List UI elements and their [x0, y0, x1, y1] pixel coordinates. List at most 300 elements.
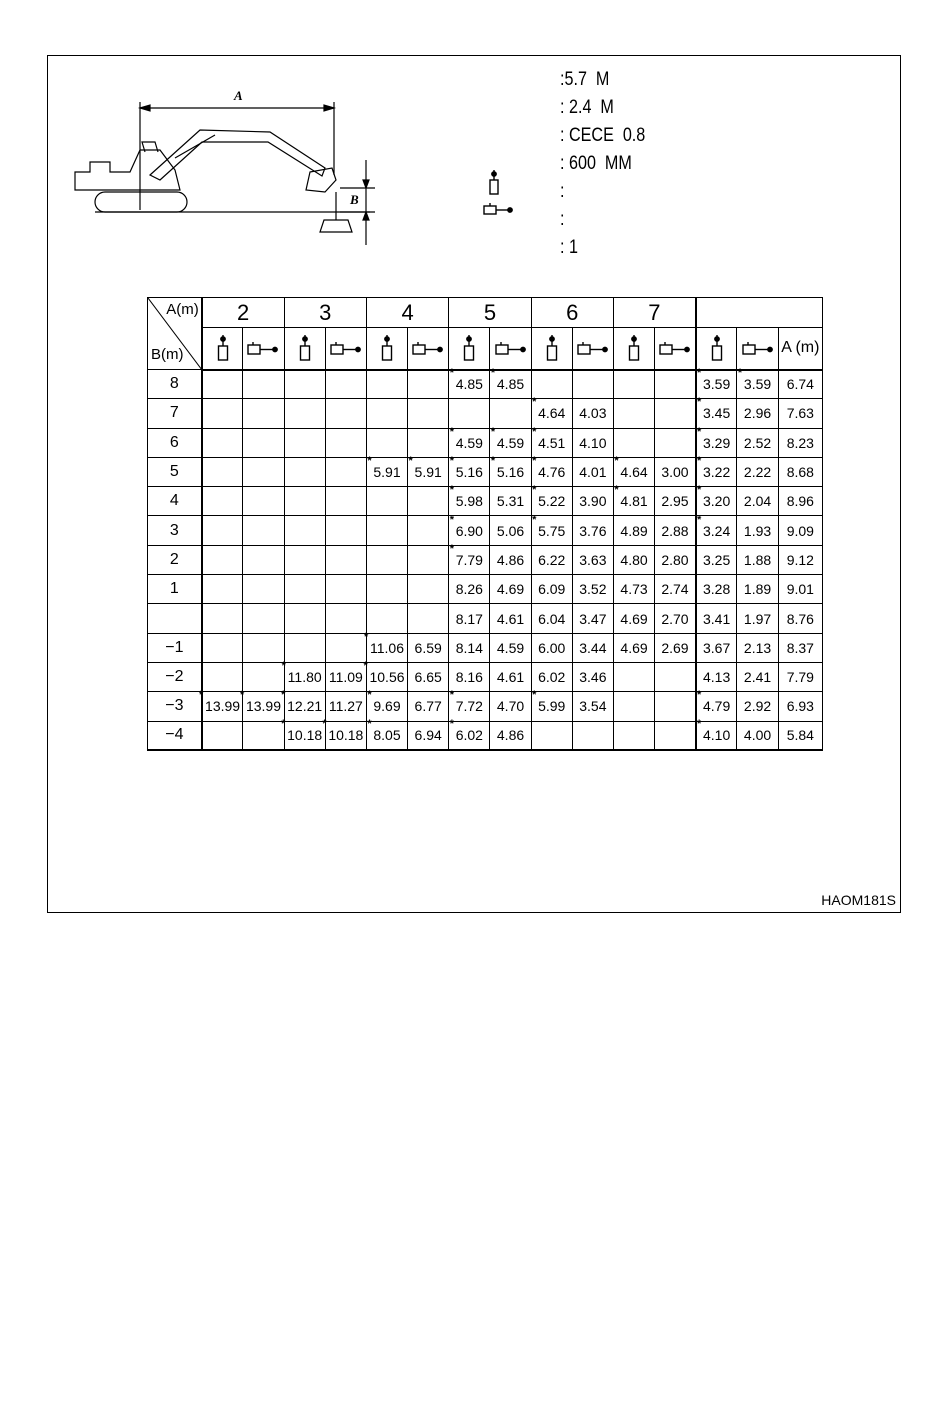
capacity-cell [366, 370, 407, 399]
capacity-cell [655, 575, 696, 604]
capacity-value: * 4.64 [532, 396, 566, 422]
capacity-cell [449, 604, 490, 633]
capacity-cell [325, 516, 366, 545]
capacity-cell [202, 545, 243, 574]
asterisk-mark: * [449, 425, 454, 438]
capacity-value: 2.88 [661, 522, 689, 539]
capacity-cell [325, 692, 366, 721]
side-lift-icon [330, 341, 362, 357]
front-lift-icon [710, 334, 724, 362]
side-header [655, 328, 696, 370]
asterisk-mark: * [697, 425, 702, 438]
capacity-value: * 9.69 [367, 689, 401, 715]
capacity-value: * 5.22 [532, 484, 566, 510]
capacity-value: 2.95 [661, 493, 689, 510]
capacity-cell [531, 513, 572, 545]
capacity-value: 8.17 [455, 610, 483, 627]
capacity-cell [572, 487, 613, 516]
table-row [148, 428, 823, 457]
capacity-cell [449, 542, 490, 574]
capacity-cell [613, 633, 654, 662]
asterisk-mark: * [697, 484, 702, 497]
capacity-value: 4.61 [496, 669, 525, 686]
asterisk-mark: * [281, 718, 286, 731]
asterisk-mark: * [449, 367, 454, 380]
row-height-label: 7 [148, 399, 202, 428]
front-header [531, 328, 572, 370]
capacity-cell [778, 428, 822, 457]
side-header [572, 328, 613, 370]
capacity-value: 6.00 [538, 639, 566, 656]
capacity-cell [408, 662, 449, 691]
capacity-cell [199, 689, 243, 721]
capacity-cell [202, 633, 243, 662]
capacity-cell [737, 692, 778, 721]
capacity-cell [613, 692, 654, 721]
capacity-cell [655, 516, 696, 545]
table-row [148, 692, 823, 721]
capacity-cell [449, 633, 490, 662]
capacity-cell [572, 399, 613, 428]
capacity-cell [243, 604, 284, 633]
capacity-cell [737, 428, 778, 457]
capacity-cell [737, 662, 778, 691]
capacity-cell [490, 367, 531, 399]
capacity-cell [655, 428, 696, 457]
capacity-value: 2.52 [743, 434, 772, 451]
label-a: A [234, 88, 243, 103]
front-header [284, 328, 325, 370]
capacity-cell [243, 428, 284, 457]
asterisk-mark: * [281, 689, 286, 702]
capacity-value: * 3.59 [737, 367, 772, 393]
capacity-cell [366, 457, 407, 486]
capacity-cell [490, 457, 531, 486]
capacity-cell [325, 662, 366, 691]
capacity-cell [737, 457, 778, 486]
spec-unit: : 1 [560, 237, 578, 258]
capacity-cell [655, 662, 696, 691]
spec-boom: :5.7 M [560, 69, 610, 90]
table-row [148, 721, 823, 750]
row-height-label: 8 [148, 370, 202, 399]
row-height-label: 5 [148, 457, 202, 486]
capacity-cell [613, 428, 654, 457]
capacity-cell [778, 721, 822, 750]
capacity-value: * 4.79 [697, 689, 731, 715]
capacity-cell [284, 399, 325, 428]
front-header [613, 328, 654, 370]
capacity-cell [325, 399, 366, 428]
capacity-value: * 7.72 [449, 689, 483, 715]
asterisk-mark: * [490, 455, 496, 468]
capacity-cell [366, 487, 407, 516]
capacity-cell [778, 457, 822, 486]
capacity-value: 4.69 [620, 610, 648, 627]
capacity-cell [531, 425, 572, 457]
asterisk-mark: * [532, 425, 537, 438]
spec-shoe: : 600 MM [560, 153, 632, 174]
capacity-cell [696, 575, 737, 604]
capacity-value: 8.14 [455, 639, 483, 656]
capacity-value: 6.04 [538, 610, 566, 627]
capacity-value: * 4.85 [490, 367, 525, 393]
capacity-value: * 10.56 [363, 660, 405, 686]
capacity-value: 8.26 [455, 581, 483, 598]
capacity-value: 7.79 [786, 669, 814, 686]
capacity-cell [284, 457, 325, 486]
capacity-cell [281, 718, 325, 750]
capacity-cell [366, 575, 407, 604]
reach-header-6: 6 [531, 298, 613, 328]
capacity-value: * 6.90 [449, 513, 483, 539]
table-row [148, 633, 823, 662]
capacity-cell [531, 484, 572, 516]
capacity-cell [202, 399, 243, 428]
asterisk-mark: * [614, 484, 619, 497]
table-row [148, 604, 823, 633]
capacity-value: * 8.05 [367, 718, 401, 744]
capacity-value: 2.74 [661, 581, 689, 598]
capacity-cell [366, 689, 407, 721]
front-header [696, 328, 737, 370]
capacity-cell [490, 633, 531, 662]
capacity-cell [696, 425, 737, 457]
capacity-value: 4.89 [620, 522, 648, 539]
asterisk-mark: * [322, 718, 327, 731]
capacity-cell [737, 516, 778, 545]
capacity-cell [363, 660, 407, 691]
row-height-label: 2 [148, 545, 202, 574]
table-row [148, 487, 823, 516]
capacity-cell [737, 399, 778, 428]
capacity-value: 11.09 [328, 669, 363, 686]
capacity-cell [408, 399, 449, 428]
capacity-value: 7.63 [786, 405, 814, 422]
capacity-cell [655, 721, 696, 750]
capacity-cell [655, 692, 696, 721]
capacity-cell [696, 662, 737, 691]
row-height-label: 1 [148, 575, 202, 604]
asterisk-mark: * [614, 455, 619, 468]
capacity-cell [366, 428, 407, 457]
capacity-value: 5.84 [786, 727, 814, 744]
capacity-value: 8.23 [786, 434, 814, 451]
capacity-cell [655, 604, 696, 633]
capacity-cell [243, 516, 284, 545]
row-height-label: 3 [148, 516, 202, 545]
max-reach-header: A (m) [778, 328, 822, 370]
front-lift-icon [216, 334, 230, 362]
side-header [408, 328, 449, 370]
capacity-value: 6.94 [414, 727, 442, 744]
capacity-cell [449, 513, 490, 545]
capacity-cell [408, 545, 449, 574]
capacity-cell [408, 604, 449, 633]
asterisk-mark: * [449, 718, 454, 731]
row-height-label: 6 [148, 428, 202, 457]
capacity-cell [202, 575, 243, 604]
capacity-cell [778, 633, 822, 662]
capacity-value: 3.44 [579, 639, 607, 656]
asterisk-mark: * [490, 425, 496, 438]
capacity-value: 4.01 [579, 464, 607, 481]
capacity-value: 8.37 [786, 639, 814, 656]
capacity-value: 6.65 [414, 669, 442, 686]
capacity-cell [613, 545, 654, 574]
asterisk-mark: * [449, 542, 454, 555]
capacity-cell [737, 487, 778, 516]
capacity-value: * 5.99 [532, 689, 566, 715]
capacity-value: * 3.24 [697, 513, 731, 539]
spec-bucket: : CECE 0.8 [560, 125, 646, 146]
capacity-cell [778, 487, 822, 516]
capacity-value: 6.77 [414, 698, 442, 715]
capacity-cell [572, 428, 613, 457]
capacity-value: 1.97 [743, 610, 772, 627]
capacity-cell [778, 692, 822, 721]
capacity-cell [449, 367, 490, 399]
capacity-value: * 4.59 [490, 425, 525, 451]
capacity-value: 3.67 [703, 639, 731, 656]
capacity-cell [572, 575, 613, 604]
spec-side: : [560, 209, 565, 230]
capacity-cell [490, 425, 531, 457]
capacity-cell [202, 662, 243, 691]
capacity-value: 3.54 [579, 698, 607, 715]
capacity-value: 8.96 [786, 493, 814, 510]
figure-id: HAOM181S [821, 892, 896, 908]
side-lift-icon [742, 341, 774, 357]
row-height-label [148, 604, 202, 633]
row-height-label: −4 [148, 721, 202, 750]
asterisk-mark: * [367, 718, 372, 731]
capacity-value: 8.76 [786, 610, 814, 627]
capacity-value: * 4.64 [614, 455, 648, 481]
row-height-label: 4 [148, 487, 202, 516]
capacity-value: * 4.85 [449, 367, 483, 393]
capacity-value: 8.68 [786, 464, 814, 481]
capacity-cell [449, 718, 490, 750]
capacity-cell [778, 575, 822, 604]
capacity-value: 2.41 [743, 669, 772, 686]
capacity-value: 4.69 [496, 581, 525, 598]
capacity-value: * 3.20 [697, 484, 731, 510]
capacity-cell [531, 689, 572, 721]
capacity-cell [531, 396, 572, 428]
capacity-value: 2.13 [743, 639, 772, 656]
capacity-cell [284, 516, 325, 545]
table-row [148, 516, 823, 545]
capacity-cell [531, 604, 572, 633]
asterisk-mark: * [697, 689, 702, 702]
capacity-value: * 4.76 [532, 455, 566, 481]
capacity-value: 2.70 [661, 610, 689, 627]
asterisk-mark: * [449, 689, 454, 702]
table-row [148, 662, 823, 691]
capacity-cell [613, 516, 654, 545]
front-header [449, 328, 490, 370]
capacity-cell [449, 689, 490, 721]
asterisk-mark: * [697, 367, 702, 380]
spec-front: : [560, 181, 565, 202]
capacity-cell [655, 545, 696, 574]
capacity-value: * 4.51 [532, 425, 566, 451]
asterisk-mark: * [697, 718, 702, 731]
capacity-cell [325, 428, 366, 457]
asterisk-mark: * [449, 484, 454, 497]
capacity-cell [325, 575, 366, 604]
capacity-cell [243, 399, 284, 428]
capacity-value: 8.16 [455, 669, 483, 686]
capacity-value: 3.00 [661, 464, 689, 481]
capacity-cell [572, 457, 613, 486]
front-lift-icon [545, 334, 559, 362]
capacity-value: * 5.91 [367, 455, 401, 481]
capacity-cell [408, 457, 449, 486]
capacity-cell [613, 370, 654, 399]
capacity-cell [284, 575, 325, 604]
capacity-value: 4.13 [703, 669, 731, 686]
capacity-cell [531, 457, 572, 486]
corner-a-label: A(m) [166, 301, 199, 318]
asterisk-mark: * [367, 689, 372, 702]
capacity-cell [490, 575, 531, 604]
front-lift-icon [490, 170, 498, 194]
asterisk-mark: * [532, 513, 537, 526]
capacity-value: 4.00 [743, 727, 772, 744]
lift-capacity-table [147, 297, 823, 751]
excavator-diagram [70, 80, 390, 250]
capacity-cell [572, 692, 613, 721]
front-header [366, 328, 407, 370]
capacity-value: * 4.10 [697, 718, 731, 744]
side-lift-icon [412, 341, 444, 357]
capacity-cell [572, 604, 613, 633]
capacity-cell [572, 662, 613, 691]
capacity-cell [737, 633, 778, 662]
capacity-value: * 10.18 [281, 718, 323, 744]
capacity-cell [202, 721, 243, 750]
capacity-cell [366, 399, 407, 428]
capacity-cell [490, 399, 531, 428]
asterisk-mark: * [697, 513, 702, 526]
capacity-value: * 5.75 [532, 513, 566, 539]
capacity-cell [284, 370, 325, 399]
capacity-value: 1.88 [743, 551, 772, 568]
capacity-value: * 11.06 [364, 630, 404, 656]
side-header [737, 328, 778, 370]
spec-list [560, 66, 660, 262]
capacity-cell [531, 370, 572, 399]
capacity-cell [449, 399, 490, 428]
capacity-cell [778, 604, 822, 633]
capacity-cell [243, 633, 284, 662]
side-header [325, 328, 366, 370]
reach-header-7: 7 [613, 298, 695, 328]
capacity-value: 4.86 [496, 727, 525, 744]
asterisk-mark: * [363, 660, 368, 673]
capacity-cell [284, 487, 325, 516]
capacity-cell [737, 367, 778, 399]
capacity-cell [655, 457, 696, 486]
capacity-cell [239, 689, 284, 721]
capacity-cell [284, 604, 325, 633]
capacity-cell [202, 487, 243, 516]
side-header [243, 328, 284, 370]
capacity-value: 3.90 [579, 493, 607, 510]
reach-header-5: 5 [449, 298, 531, 328]
capacity-value: * 11.80 [281, 660, 322, 686]
capacity-value: 9.01 [786, 581, 814, 598]
capacity-cell [737, 575, 778, 604]
capacity-value: * 4.59 [449, 425, 483, 451]
capacity-value: * 3.45 [697, 396, 731, 422]
capacity-value: * 6.02 [449, 718, 483, 744]
capacity-cell [696, 457, 737, 486]
capacity-cell [202, 516, 243, 545]
capacity-cell [778, 662, 822, 691]
capacity-cell [408, 692, 449, 721]
capacity-value: 9.09 [786, 522, 814, 539]
capacity-cell [366, 604, 407, 633]
capacity-cell [408, 721, 449, 750]
capacity-cell [366, 718, 407, 750]
corner-b-label: B(m) [151, 346, 184, 363]
capacity-cell [202, 370, 243, 399]
capacity-cell [572, 633, 613, 662]
capacity-cell [325, 487, 366, 516]
capacity-cell [613, 399, 654, 428]
capacity-value: 6.93 [786, 698, 814, 715]
capacity-cell [202, 428, 243, 457]
asterisk-mark: * [697, 455, 702, 468]
asterisk-mark: * [697, 396, 702, 409]
capacity-cell [490, 545, 531, 574]
capacity-value: 3.28 [703, 581, 731, 598]
capacity-cell [281, 689, 325, 721]
capacity-cell [325, 630, 369, 662]
capacity-cell [613, 575, 654, 604]
capacity-cell [322, 718, 366, 750]
side-lift-icon [247, 341, 279, 357]
row-height-label: −2 [148, 662, 202, 691]
capacity-cell [408, 487, 449, 516]
capacity-cell [449, 662, 490, 691]
capacity-cell [449, 425, 490, 457]
capacity-cell [696, 718, 737, 750]
asterisk-mark: * [532, 396, 537, 409]
capacity-cell [655, 399, 696, 428]
capacity-value: * 4.81 [614, 484, 648, 510]
capacity-value: 9.12 [786, 551, 814, 568]
side-lift-icon [659, 341, 691, 357]
capacity-cell [696, 545, 737, 574]
capacity-value: 3.76 [579, 522, 607, 539]
capacity-value: 6.59 [414, 639, 442, 656]
capacity-value: 4.70 [496, 698, 525, 715]
side-header [490, 328, 531, 370]
capacity-cell [531, 721, 572, 750]
table-row [148, 575, 823, 604]
table-row [148, 399, 823, 428]
capacity-value: 5.31 [496, 493, 525, 510]
capacity-cell [449, 484, 490, 516]
capacity-value: 4.10 [579, 434, 607, 451]
capacity-cell [325, 604, 366, 633]
table-row [148, 545, 823, 574]
asterisk-mark: * [449, 455, 454, 468]
